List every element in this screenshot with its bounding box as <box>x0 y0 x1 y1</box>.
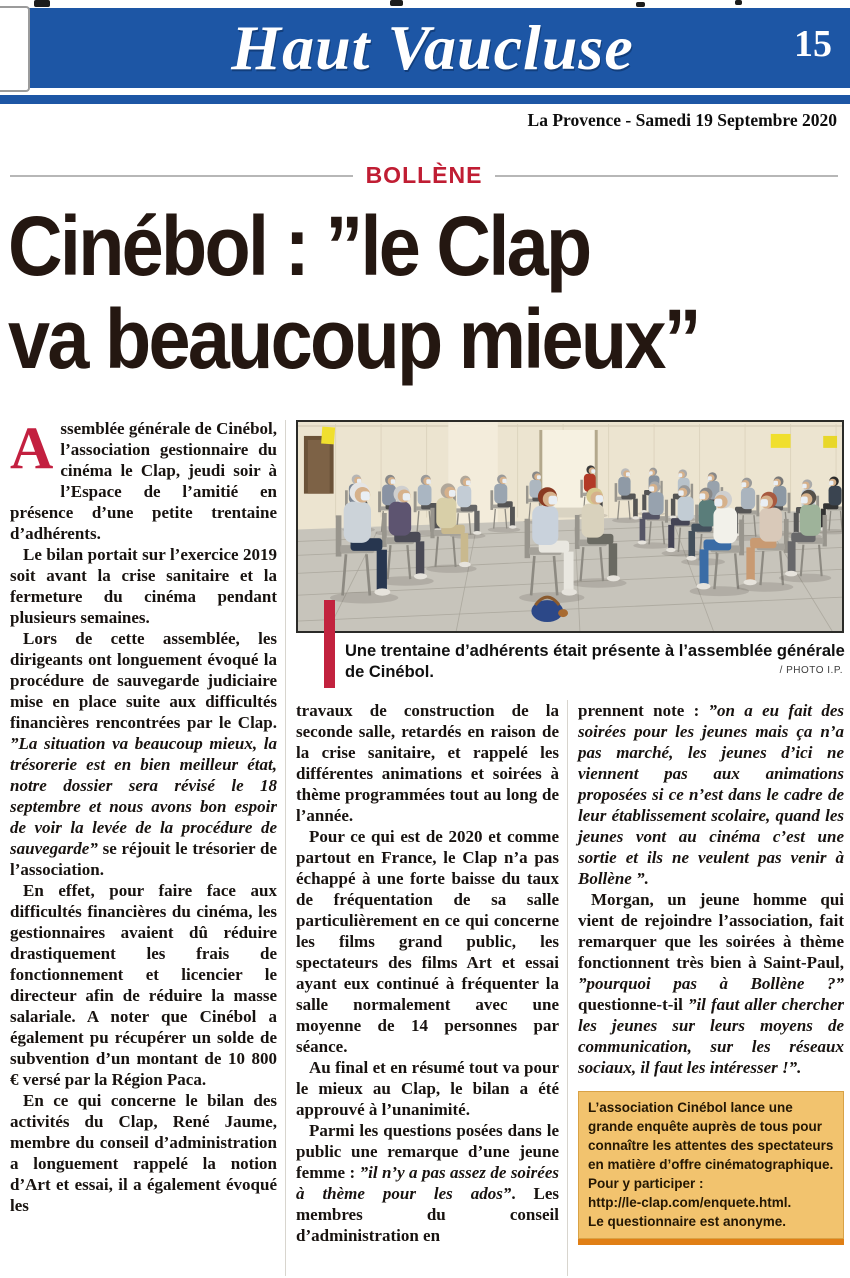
photo-caption <box>345 641 845 683</box>
headline-line2: va beaucoup mieux” <box>8 292 699 386</box>
paragraph: Morgan, un jeune homme qui vient de rejoindre l’association, fait remarquer que les soirées à thème fonctionnent très bien à Saint-Paul, ”pourquoi pas à Bollène ?” questionne-t-il ”il faut aller chercher les jeunes sur leurs moyens de communication, sur les réseaux sociaux, il faut les intéresser !”. <box>578 890 844 1077</box>
infobox-anonymous-note: Le questionnaire est anonyme. <box>588 1214 787 1229</box>
paragraph: Le bilan portait sur l’exercice 2019 soit avant la crise sanitaire et la fermeture du cinéma pendant plusieurs semaines. <box>10 545 277 627</box>
infobox-text: L’association Cinébol lance une grande enquête auprès de tous pour connaître les attentes des spectateurs en matière d’offre cinématographique. <box>588 1100 834 1172</box>
paragraph: travaux de construction de la seconde salle, retardés en raison de la crise sanitaire, et rappelé les différentes animations et soirées à thème programmées tout au long de l’année. <box>296 701 559 825</box>
paragraph: Parmi les questions posées dans le public une remarque d’une jeune femme : ”il n’y a pas assez de soirées à thème pour les ados”. Les membres du conseil d’administration en <box>296 1121 559 1245</box>
page-number: 15 <box>794 23 832 65</box>
article-column-1 <box>10 418 277 1276</box>
heading-rule-left <box>10 175 353 177</box>
paragraph: prennent note : ”on a eu fait des soirées pour les jeunes mais ça n’a pas marché, les jeunes d’ici ne viennent pas aux animations proposées si ce n’est dans le cadre de leur établissement scolaire, quand les jeunes vont au cinéma c’est une sortie et ils ne veulent pas venir à Bollène ”. <box>578 701 844 888</box>
paragraph: Lors de cette assemblée, les dirigeants ont longuement évoqué la procédure de sauvegarde judiciaire mise en place suite aux difficultés financières rencontrées par le Clap. ”La situation va beaucoup mieux, la trésorerie est en bien meilleur état, notre dossier sera révisé le 18 septembre et nous avons bon espoir de voir la levée de la procédure de sauvegarde” se réjouit le trésorier de l’association. <box>10 629 277 879</box>
assembly-photo <box>296 420 844 633</box>
section-heading <box>10 162 838 189</box>
survey-infobox <box>578 1091 844 1245</box>
article-column-2 <box>296 700 559 1276</box>
column-rule <box>567 700 568 1276</box>
headline-line1: Cinébol : ”le Clap <box>8 199 590 293</box>
scan-artifact <box>34 0 50 7</box>
paragraph: En ce qui concerne le bilan des activités du Clap, René Jaume, membre du conseil d’administration a longuement rappelé la notion d’Art et essai, il a également évoqué les <box>10 1091 277 1215</box>
caption-accent-bar <box>324 600 335 688</box>
headline <box>8 200 836 386</box>
section-label: BOLLÈNE <box>365 162 483 188</box>
paragraph: Assemblée générale de Cinébol, l’association gestionnaire du cinéma le Clap, jeudi soir à l’Espace de l’amitié en présence d’une petite trentaine d’adhérents. <box>10 418 277 543</box>
article-column-3 <box>578 700 844 1245</box>
dateline: La Provence - Samedi 19 Septembre 2020 <box>527 110 837 130</box>
assembly-photo-illustration <box>298 422 842 631</box>
section-banner <box>0 8 850 88</box>
column-rule <box>285 420 286 1276</box>
heading-rule-right <box>495 175 838 177</box>
infobox-participate-label: Pour y participer : <box>588 1176 704 1191</box>
paragraph: En effet, pour faire face aux difficultés financières du cinéma, les gestionnaires avaient dû réduire drastiquement les frais de fonctionnement et licencier le directeur afin de réduire la masse salariale. A noter que Cinébol a également pu récupérer un solde de subvention d’un montant de 10 800 € versé par la Région Paca. <box>10 881 277 1089</box>
drop-cap: A <box>10 418 54 481</box>
photo-caption-text: Une trentaine d’adhérents était présente à l’assemblée générale de Cinébol. <box>345 642 845 681</box>
paragraph: Pour ce qui est de 2020 et comme partout en France, le Clap n’a pas échappé à une forte baisse du taux de fréquentation de sa salle particulièrement en ce qui concerne les films grand public, les spectateurs des films Art et essai ayant eux continué à fréquenter la salle normalement avec une moyenne de 14 personnes par séance. <box>296 827 559 1056</box>
infobox-url: http://le-clap.com/enquete.html. <box>588 1195 792 1210</box>
banner-title: Haut Vaucluse <box>231 12 634 83</box>
photo-credit: / PHOTO I.P. <box>779 665 843 676</box>
paragraph: Au final et en résumé tout va pour le mieux au Clap, le bilan a été approuvé à l’unanimité. <box>296 1058 559 1119</box>
banner-underline <box>0 95 850 104</box>
banner-notch <box>0 6 30 92</box>
